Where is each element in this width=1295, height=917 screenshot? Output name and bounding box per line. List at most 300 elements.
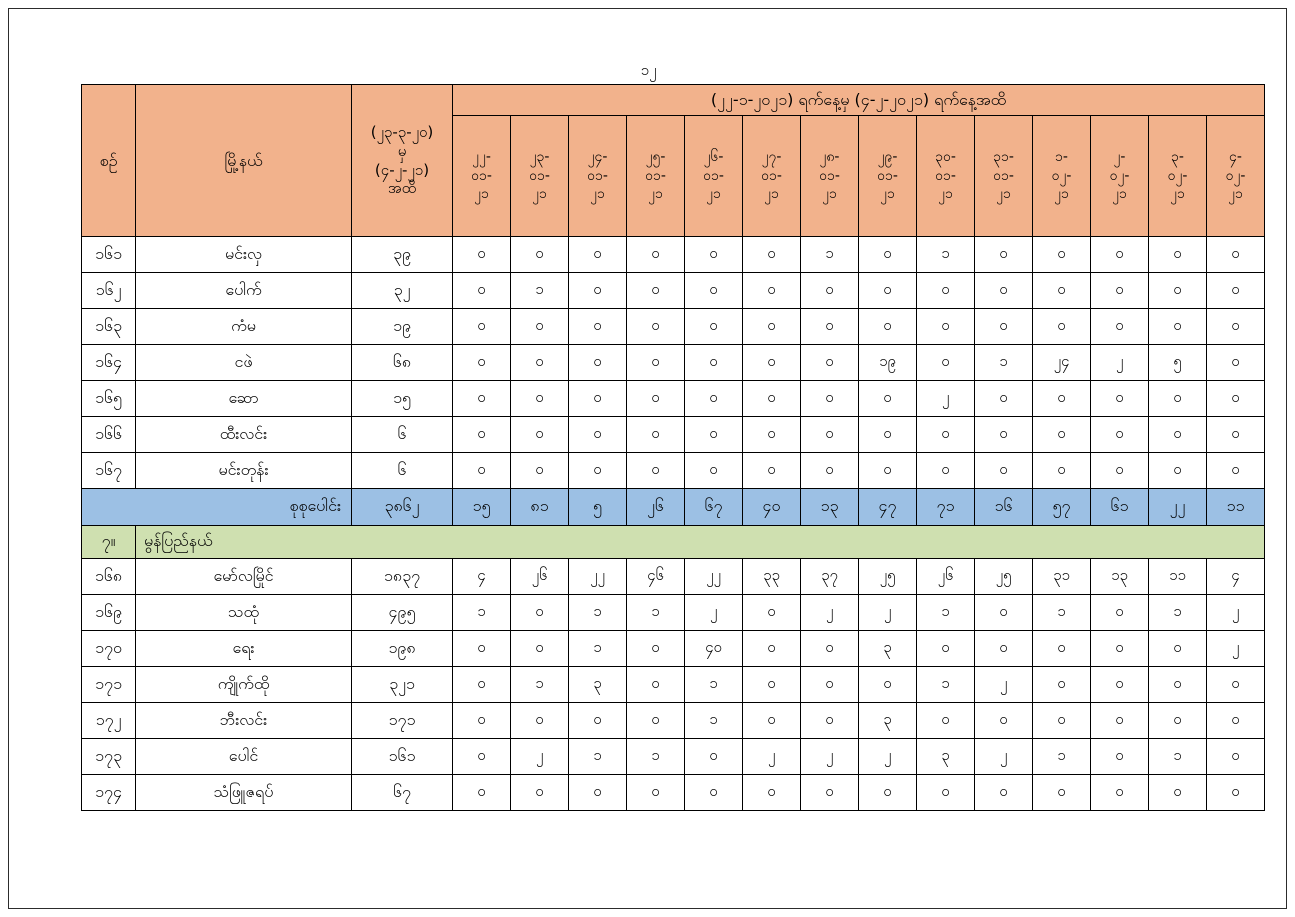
row-cumulative-total: ၁၆၁ (352, 739, 453, 775)
row-cell: ၀ (569, 345, 627, 381)
row-cell: ၀ (859, 417, 917, 453)
date-part-day: ၂၅- (645, 148, 666, 165)
row-cell: ၀ (917, 775, 975, 811)
row-cell: ၃ (859, 703, 917, 739)
table-row (82, 237, 1265, 273)
row-cell: ၀ (1149, 667, 1207, 703)
sum-row-cell: ၅ (569, 489, 627, 526)
date-part-day: ၂၄- (587, 148, 608, 165)
row-cell: ၀ (1207, 273, 1265, 309)
row-cell: ၀ (453, 453, 511, 489)
row-cumulative-total: ၁၇၁ (352, 703, 453, 739)
row-cumulative-total: ၆၈ (352, 345, 453, 381)
row-cell: ၃၃ (743, 559, 801, 595)
row-cell: ၁ (917, 595, 975, 631)
date-part-year: ၂၁ (1054, 186, 1069, 203)
header-date-col-5 (685, 116, 743, 237)
row-cell: ၄၆ (627, 559, 685, 595)
date-part-month: ၀၂- (1051, 167, 1072, 184)
row-cell: ၀ (569, 453, 627, 489)
row-cell: ၀ (627, 237, 685, 273)
table-row (82, 309, 1265, 345)
sum-row-cell: ၇၁ (917, 489, 975, 526)
row-cell: ၀ (1149, 631, 1207, 667)
row-cell: ၀ (975, 703, 1033, 739)
row-cell: ၁ (917, 667, 975, 703)
row-cell: ၀ (1207, 237, 1265, 273)
row-cell: ၀ (1207, 417, 1265, 453)
row-cumulative-total: ၆ (352, 453, 453, 489)
row-township: မော်လမြိုင် (136, 559, 352, 595)
header-date-col-1 (453, 116, 511, 237)
row-cell: ၀ (975, 273, 1033, 309)
header-date-col-12 (1091, 116, 1149, 237)
row-cell: ၀ (917, 309, 975, 345)
date-part-month: ၀၂- (1167, 167, 1188, 184)
row-cell: ၀ (511, 703, 569, 739)
row-cell: ၀ (917, 345, 975, 381)
header-cumulative-line-1: (၂၃-၃-၂၀) (370, 123, 434, 141)
row-cell: ၀ (743, 631, 801, 667)
row-cell: ၀ (569, 237, 627, 273)
date-part-month: ၀၁- (587, 167, 608, 184)
row-cell: ၀ (743, 703, 801, 739)
row-cumulative-total: ၃၉ (352, 237, 453, 273)
row-cell: ၁ (801, 237, 859, 273)
row-cell: ၁၁ (1149, 559, 1207, 595)
row-cell: ၂၆ (917, 559, 975, 595)
row-cell: ၂ (1091, 345, 1149, 381)
row-cell: ၀ (627, 775, 685, 811)
sum-row-cell: ၈၁ (511, 489, 569, 526)
header-date-col-9 (917, 116, 975, 237)
row-cell: ၀ (743, 309, 801, 345)
row-cell: ၀ (1091, 595, 1149, 631)
row-cell: ၀ (685, 417, 743, 453)
row-cell: ၀ (859, 309, 917, 345)
row-cell: ၀ (511, 631, 569, 667)
date-part-month: ၀၁- (819, 167, 840, 184)
row-cumulative-total: ၃၂၁ (352, 667, 453, 703)
row-cell: ၂ (743, 739, 801, 775)
document-page (8, 8, 1287, 909)
row-cell: ၁ (627, 595, 685, 631)
row-cell: ၀ (1091, 381, 1149, 417)
date-part-year: ၂၁ (938, 186, 953, 203)
row-serial-no: ၁၆၅ (82, 381, 136, 417)
row-cell: ၀ (975, 453, 1033, 489)
date-part-day: ၃၀- (935, 148, 956, 165)
row-cell: ၀ (627, 631, 685, 667)
header-serial-no: စဥ် (82, 85, 136, 237)
row-cumulative-total: ၁၉၈ (352, 631, 453, 667)
row-township: သံဖြူဇရပ် (136, 775, 352, 811)
row-serial-no: ၁၆၃ (82, 309, 136, 345)
row-cumulative-total: ၁၉ (352, 309, 453, 345)
row-cell: ၀ (1149, 417, 1207, 453)
row-cell: ၀ (975, 417, 1033, 453)
row-cell: ၀ (1149, 453, 1207, 489)
row-cell: ၀ (917, 417, 975, 453)
row-cell: ၀ (1033, 775, 1091, 811)
date-part-year: ၂၁ (880, 186, 895, 203)
header-township: မြို့နယ် (136, 85, 352, 237)
row-serial-no: ၁၆၉ (82, 595, 136, 631)
table-row (82, 667, 1265, 703)
sum-row (82, 489, 1265, 526)
row-cell: ၂ (917, 381, 975, 417)
row-cell: ၀ (453, 739, 511, 775)
row-cell: ၀ (453, 345, 511, 381)
row-cell: ၀ (801, 345, 859, 381)
row-cell: ၀ (627, 417, 685, 453)
row-cell: ၃၇ (801, 559, 859, 595)
row-cell: ၀ (453, 775, 511, 811)
row-cell: ၀ (1091, 309, 1149, 345)
date-part-day: ၃- (1171, 148, 1184, 165)
row-cell: ၂ (859, 739, 917, 775)
row-cell: ၀ (1149, 381, 1207, 417)
row-cell: ၀ (1207, 381, 1265, 417)
table-body (82, 237, 1265, 811)
date-part-month: ၀၂- (1109, 167, 1130, 184)
date-part-day: ၂၉- (877, 148, 898, 165)
row-township: သထုံ (136, 595, 352, 631)
row-cell: ၀ (685, 739, 743, 775)
row-serial-no: ၁၇၁ (82, 667, 136, 703)
row-cell: ၀ (801, 667, 859, 703)
row-cell: ၂၆ (511, 559, 569, 595)
row-cell: ၁ (685, 667, 743, 703)
row-cell: ၀ (1207, 345, 1265, 381)
row-cell: ၁ (917, 237, 975, 273)
row-cell: ၀ (859, 453, 917, 489)
row-cell: ၀ (1033, 453, 1091, 489)
row-township: ငဖဲ (136, 345, 352, 381)
row-cell: ၀ (1091, 703, 1149, 739)
row-cell: ၂ (975, 739, 1033, 775)
page-number: ၁၂ (640, 61, 657, 79)
date-part-month: ၀၂- (1225, 167, 1246, 184)
header-date-range-title: (၂၂-၁-၂၀၂၁) ရက်နေ့မှ (၄-၂-၂၀၂၁) ရက်နေ့အထိ (453, 85, 1265, 116)
date-part-day: ၂၇- (761, 148, 782, 165)
row-cell: ၄ (453, 559, 511, 595)
header-date-col-2 (511, 116, 569, 237)
row-cell: ၀ (569, 417, 627, 453)
date-part-year: ၂၁ (1228, 186, 1243, 203)
date-part-month: ၀၁- (529, 167, 550, 184)
row-serial-no: ၁၆၂ (82, 273, 136, 309)
row-serial-no: ၁၇၂ (82, 703, 136, 739)
row-township: ကျိုက်ထို (136, 667, 352, 703)
row-cell: ၀ (975, 237, 1033, 273)
row-cell: ၂၄ (1033, 345, 1091, 381)
row-cell: ၁ (627, 739, 685, 775)
row-cell: ၁ (569, 739, 627, 775)
date-part-year: ၂၁ (996, 186, 1011, 203)
row-cell: ၀ (569, 775, 627, 811)
row-cell: ၀ (1149, 703, 1207, 739)
row-cell: ၁ (685, 703, 743, 739)
date-part-month: ၀၁- (645, 167, 666, 184)
sum-row-cell: ၄၇ (859, 489, 917, 526)
row-cell: ၀ (743, 381, 801, 417)
sum-row-cell: ၂၆ (627, 489, 685, 526)
row-township: ဘီးလင်း (136, 703, 352, 739)
sum-row-cell: ၁၃ (801, 489, 859, 526)
row-cell: ၀ (453, 381, 511, 417)
row-township: ကံမ (136, 309, 352, 345)
date-part-day: ၂၈- (819, 148, 840, 165)
row-cell: ၀ (1149, 273, 1207, 309)
date-part-day: ၂၆- (703, 148, 724, 165)
date-part-day: ၂၂- (472, 148, 491, 165)
header-cumulative-line-4: အထိ (387, 179, 417, 198)
table-row (82, 345, 1265, 381)
row-cell: ၀ (917, 631, 975, 667)
row-cumulative-total: ၆၇ (352, 775, 453, 811)
row-cell: ၀ (453, 417, 511, 453)
row-cumulative-total: ၁၈၃၇ (352, 559, 453, 595)
date-part-year: ၂၁ (1170, 186, 1185, 203)
row-cell: ၀ (1207, 309, 1265, 345)
row-cell: ၀ (511, 309, 569, 345)
header-cumulative-line-3: (၄-၂-၂၁) (374, 160, 430, 179)
row-cell: ၀ (743, 417, 801, 453)
row-cell: ၀ (627, 667, 685, 703)
date-part-year: ၂၁ (532, 186, 547, 203)
row-cell: ၀ (685, 309, 743, 345)
sum-row-label: စုစုပေါင်း (82, 489, 352, 526)
row-cell: ၂ (511, 739, 569, 775)
table-row (82, 703, 1265, 739)
row-cell: ၃ (569, 667, 627, 703)
row-cell: ၀ (975, 595, 1033, 631)
row-cell: ၀ (511, 595, 569, 631)
row-cell: ၀ (511, 453, 569, 489)
row-cell: ၀ (1207, 703, 1265, 739)
row-cumulative-total: ၆ (352, 417, 453, 453)
date-part-year: ၂၁ (590, 186, 605, 203)
row-cell: ၀ (1207, 453, 1265, 489)
header-date-col-3 (569, 116, 627, 237)
date-part-day: ၄- (1229, 148, 1242, 165)
row-cell: ၀ (453, 237, 511, 273)
row-cell: ၀ (859, 237, 917, 273)
row-cell: ၃ (859, 631, 917, 667)
date-part-month: ၀၁- (703, 167, 724, 184)
row-township: မင်းလှ (136, 237, 352, 273)
row-cell: ၀ (1149, 775, 1207, 811)
row-township: ရေး (136, 631, 352, 667)
covid-township-table-container (81, 84, 1265, 811)
row-cell: ၀ (1149, 309, 1207, 345)
state-section-number: ၇။ (82, 526, 136, 559)
row-cell: ၀ (569, 381, 627, 417)
row-cell: ၀ (453, 309, 511, 345)
row-cell: ၀ (511, 345, 569, 381)
row-cell: ၀ (1033, 631, 1091, 667)
row-cell: ၀ (511, 775, 569, 811)
row-cell: ၂ (859, 595, 917, 631)
row-cell: ၂၂ (569, 559, 627, 595)
row-cell: ၀ (453, 667, 511, 703)
row-township: ပေါက် (136, 273, 352, 309)
row-cell: ၀ (1033, 237, 1091, 273)
row-cell: ၂ (1207, 631, 1265, 667)
row-township: ထီးလင်း (136, 417, 352, 453)
row-cell: ၀ (685, 237, 743, 273)
table-row (82, 739, 1265, 775)
table-row (82, 595, 1265, 631)
row-cell: ၀ (1091, 631, 1149, 667)
table-row (82, 631, 1265, 667)
date-part-month: ၀၁- (471, 167, 492, 184)
state-section-name: မွန်ပြည်နယ် (136, 526, 1265, 559)
sum-row-cell: ၂၂ (1149, 489, 1207, 526)
row-township: ဆော (136, 381, 352, 417)
row-cell: ၁ (511, 273, 569, 309)
date-part-day: ၃၁- (993, 148, 1014, 165)
row-cell: ၀ (743, 595, 801, 631)
row-cell: ၀ (801, 381, 859, 417)
row-cell: ၀ (511, 237, 569, 273)
sum-row-cell: ၁၁ (1207, 489, 1265, 526)
row-cell: ၀ (1033, 273, 1091, 309)
row-serial-no: ၁၆၆ (82, 417, 136, 453)
row-cell: ၀ (627, 273, 685, 309)
row-cell: ၁ (453, 595, 511, 631)
header-date-col-8 (859, 116, 917, 237)
row-cell: ၀ (801, 631, 859, 667)
row-cell: ၁ (1149, 739, 1207, 775)
row-cell: ၀ (801, 309, 859, 345)
row-cell: ၀ (743, 667, 801, 703)
row-township: ပေါင် (136, 739, 352, 775)
date-part-year: ၂၁ (1112, 186, 1127, 203)
row-cell: ၀ (975, 309, 1033, 345)
row-cell: ၀ (1091, 775, 1149, 811)
row-cell: ၅ (1149, 345, 1207, 381)
row-cell: ၂ (685, 595, 743, 631)
row-cell: ၀ (1033, 703, 1091, 739)
row-serial-no: ၁၆၈ (82, 559, 136, 595)
row-cell: ၂၅ (975, 559, 1033, 595)
row-cell: ၀ (453, 703, 511, 739)
row-cell: ၀ (917, 273, 975, 309)
table-row (82, 559, 1265, 595)
table-row (82, 381, 1265, 417)
row-cell: ၀ (627, 309, 685, 345)
row-township: မင်းတုန်း (136, 453, 352, 489)
row-cell: ၀ (743, 345, 801, 381)
row-cell: ၀ (859, 775, 917, 811)
date-part-day: ၁- (1055, 148, 1068, 165)
row-cell: ၀ (801, 703, 859, 739)
row-cell: ၀ (801, 775, 859, 811)
row-cumulative-total: ၃၂ (352, 273, 453, 309)
row-cell: ၀ (1033, 417, 1091, 453)
header-date-col-6 (743, 116, 801, 237)
row-cell: ၀ (1033, 667, 1091, 703)
sum-row-cell: ၆၇ (685, 489, 743, 526)
header-cumulative-line-2: မှ (397, 141, 407, 160)
row-cell: ၀ (1207, 775, 1265, 811)
row-cell: ၀ (743, 453, 801, 489)
row-cell: ၀ (569, 703, 627, 739)
date-part-year: ၂၁ (648, 186, 663, 203)
row-cell: ၀ (569, 273, 627, 309)
row-cell: ၁၃ (1091, 559, 1149, 595)
date-part-month: ၀၁- (761, 167, 782, 184)
row-cumulative-total: ၁၅ (352, 381, 453, 417)
row-serial-no: ၁၆၇ (82, 453, 136, 489)
sum-row-cell: ၅၇ (1033, 489, 1091, 526)
row-cell: ၂ (801, 739, 859, 775)
row-cumulative-total: ၄၉၅ (352, 595, 453, 631)
header-date-col-13 (1149, 116, 1207, 237)
date-part-day: ၂- (1113, 148, 1126, 165)
covid-township-table (81, 84, 1265, 811)
table-row (82, 453, 1265, 489)
row-serial-no: ၁၇၀ (82, 631, 136, 667)
row-cell: ၀ (801, 417, 859, 453)
row-cell: ၀ (1091, 453, 1149, 489)
header-cumulative (352, 85, 453, 237)
row-cell: ၁ (1033, 739, 1091, 775)
row-cell: ၁ (1033, 595, 1091, 631)
table-row (82, 273, 1265, 309)
row-cell: ၀ (975, 381, 1033, 417)
date-part-month: ၀၁- (993, 167, 1014, 184)
row-cell: ၂၅ (859, 559, 917, 595)
sum-row-cell: ၆၁ (1091, 489, 1149, 526)
row-cell: ၃ (917, 739, 975, 775)
row-cell: ၀ (743, 775, 801, 811)
date-part-year: ၂၁ (706, 186, 721, 203)
sum-row-cell: ၁၅ (453, 489, 511, 526)
row-cell: ၀ (627, 381, 685, 417)
header-date-col-4 (627, 116, 685, 237)
row-cell: ၀ (1207, 667, 1265, 703)
row-serial-no: ၁၆၄ (82, 345, 136, 381)
row-cell: ၀ (917, 703, 975, 739)
sum-row-cell: ၁၆ (975, 489, 1033, 526)
row-cell: ၀ (743, 273, 801, 309)
row-cell: ၀ (685, 775, 743, 811)
row-cell: ၀ (453, 631, 511, 667)
row-serial-no: ၁၇၃ (82, 739, 136, 775)
sum-row-total: ၃၈၆၂ (352, 489, 453, 526)
date-part-day: ၂၃- (529, 148, 550, 165)
date-part-year: ၂၁ (822, 186, 837, 203)
header-date-col-14 (1207, 116, 1265, 237)
row-cell: ၀ (1207, 739, 1265, 775)
row-cell: ၀ (975, 775, 1033, 811)
row-cell: ၀ (1033, 381, 1091, 417)
state-section-row (82, 526, 1265, 559)
row-cell: ၀ (975, 631, 1033, 667)
row-cell: ၂ (801, 595, 859, 631)
row-cell: ၀ (511, 417, 569, 453)
row-cell: ၀ (569, 309, 627, 345)
row-cell: ၁ (975, 345, 1033, 381)
header-date-col-7 (801, 116, 859, 237)
header-row-top (82, 85, 1265, 116)
row-cell: ၁၉ (859, 345, 917, 381)
row-cell: ၁ (1149, 595, 1207, 631)
row-cell: ၀ (685, 381, 743, 417)
